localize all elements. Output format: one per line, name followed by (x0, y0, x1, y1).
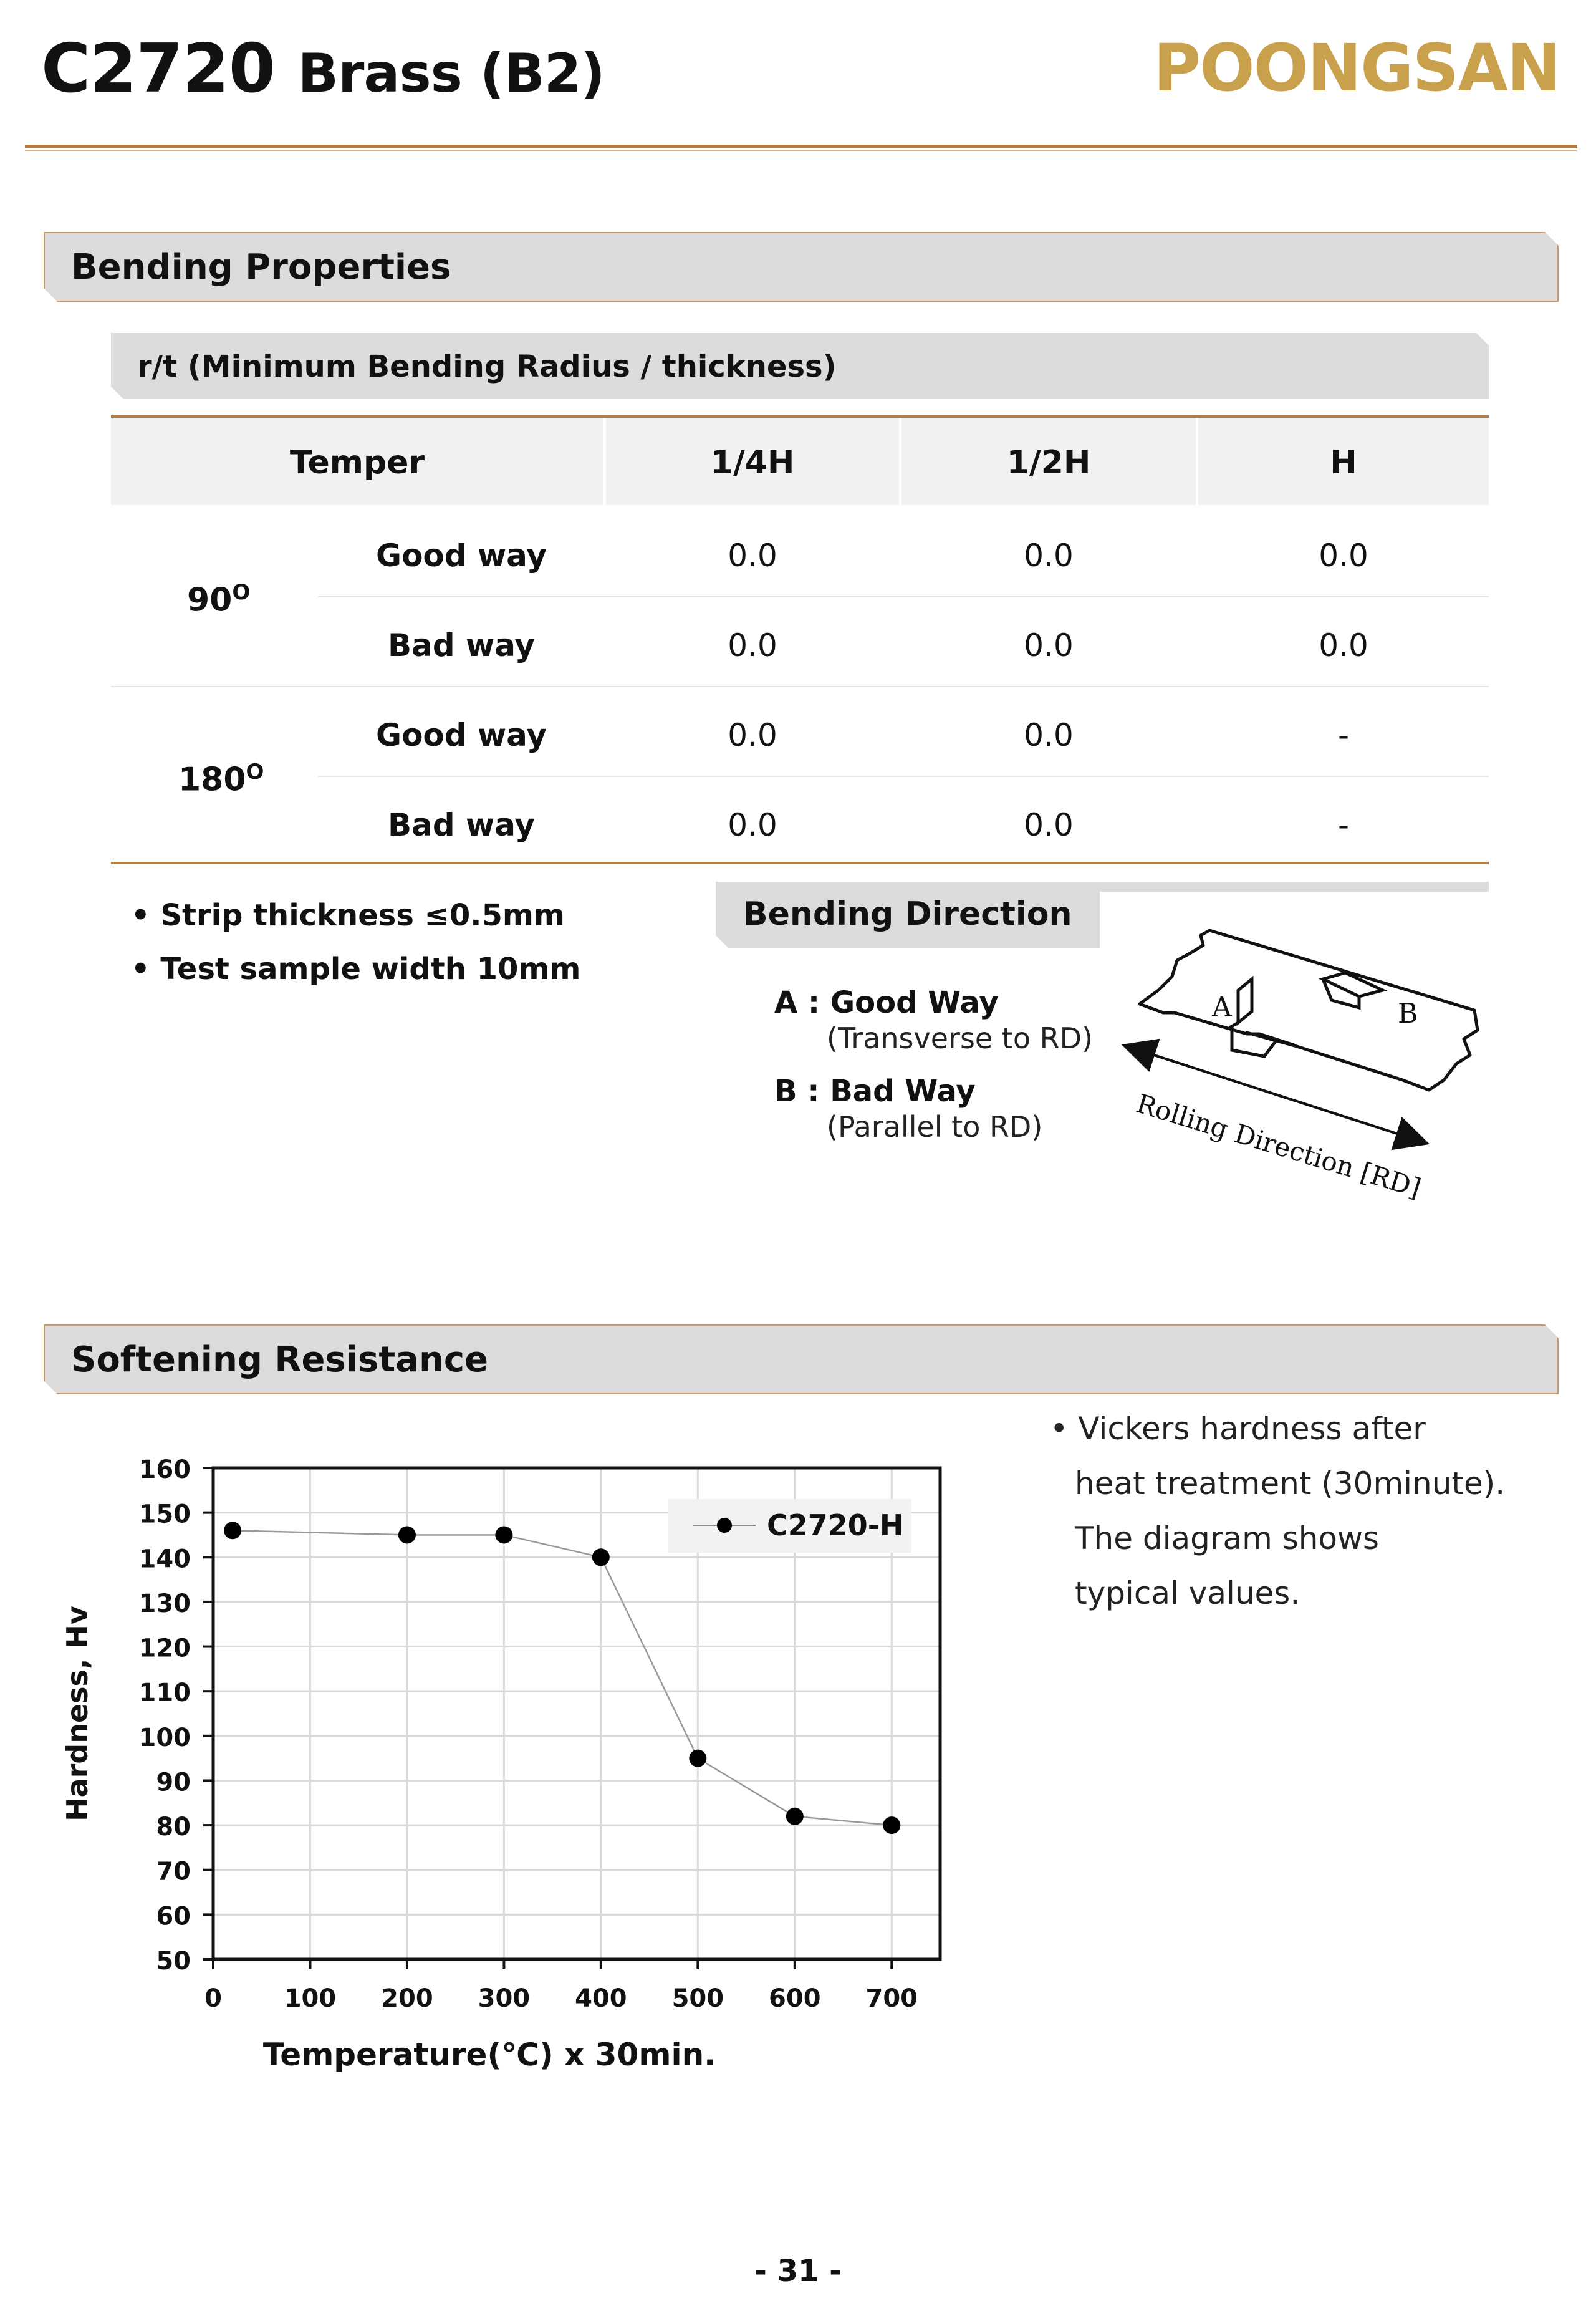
chart-series (224, 1522, 900, 1834)
data-point (495, 1526, 512, 1543)
table-cell: 0.0 (728, 807, 777, 843)
y-tick-label: 120 (138, 1634, 191, 1663)
y-tick-label: 50 (156, 1947, 191, 1976)
data-point (224, 1522, 241, 1539)
table-cell: 0.0 (1024, 538, 1074, 574)
x-tick-label: 0 (204, 1984, 222, 2013)
way-label: Good way (376, 538, 547, 574)
table-cell: 0.0 (1024, 627, 1074, 663)
x-tick-label: 200 (381, 1984, 433, 2013)
way-label: Good way (376, 717, 547, 753)
angle-180-label: $180^O$ (178, 760, 264, 799)
chart-y-ticks (139, 1455, 214, 1976)
data-point (689, 1750, 706, 1767)
diagram-label-a: A (1212, 991, 1232, 1023)
x-tick-label: 400 (575, 1984, 627, 2013)
chart-legend (668, 1499, 911, 1553)
y-tick-label: 70 (156, 1857, 191, 1886)
y-tick-label: 60 (156, 1902, 191, 1931)
y-tick-label: 90 (156, 1768, 191, 1797)
table-row-divider (318, 776, 1489, 777)
header-divider-thin (25, 150, 1577, 151)
softening-desc-line: The diagram shows (1075, 1520, 1379, 1556)
data-point (786, 1808, 804, 1825)
page-title-sub: Brass (B2) (297, 42, 605, 105)
table-cell: 0.0 (728, 717, 777, 753)
bending-direction-rule (1100, 882, 1489, 892)
legend-label: C2720-H (767, 1508, 904, 1542)
y-tick-label: 100 (138, 1723, 191, 1752)
table-bottom-rule (111, 862, 1489, 864)
way-label: Bad way (387, 627, 536, 663)
y-tick-label: 150 (138, 1500, 191, 1529)
table-group-divider (111, 686, 1489, 687)
bending-direction-title: Bending Direction (743, 895, 1072, 933)
company-logo: POONGSAN (1153, 30, 1560, 106)
good-way-note: (Transverse to RD) (827, 1021, 1093, 1055)
table-cell: 0.0 (728, 538, 777, 574)
y-tick-label: 140 (138, 1545, 191, 1574)
x-tick-label: 500 (671, 1984, 724, 2013)
y-tick-label: 80 (156, 1813, 191, 1842)
chart-x-axis-label: Temperature(℃) x 30min. (262, 2037, 716, 2073)
softening-desc-line: heat treatment (30minute). (1075, 1465, 1506, 1502)
table-header-quarter-hard: 1/4H (710, 444, 795, 481)
y-tick-label: 130 (138, 1589, 191, 1618)
page-title-main: C2720 (41, 30, 275, 108)
table-cell: 0.0 (728, 627, 777, 663)
rolling-direction-caption: Rolling Direction [RD] (1133, 1088, 1425, 1204)
legend-marker-icon (717, 1518, 732, 1533)
table-cell: - (1337, 807, 1350, 843)
way-label: Bad way (387, 807, 536, 843)
y-tick-label: 160 (138, 1455, 191, 1484)
table-row-divider (318, 596, 1489, 597)
table-header-hard: H (1330, 444, 1357, 481)
x-tick-label: 600 (769, 1984, 821, 2013)
diagram-label-b: B (1398, 998, 1418, 1030)
x-tick-label: 300 (478, 1984, 531, 2013)
chart-x-ticks (204, 1959, 918, 2013)
note-sample-width: • Test sample width 10mm (131, 952, 581, 987)
header-divider (25, 145, 1577, 148)
table-header-temper: Temper (289, 444, 425, 481)
x-tick-label: 700 (865, 1984, 918, 2013)
softening-desc-line: typical values. (1075, 1575, 1300, 1611)
note-strip-thickness: • Strip thickness ≤0.5mm (131, 898, 565, 933)
table-cell: - (1337, 717, 1350, 753)
data-point (883, 1816, 900, 1834)
bending-direction-diagram (1110, 917, 1496, 1210)
table-cell: 0.0 (1319, 627, 1368, 663)
rt-subtitle: r/t (Minimum Bending Radius / thickness) (137, 349, 837, 384)
hardness-chart (50, 1434, 960, 2089)
bad-way-note: (Parallel to RD) (827, 1110, 1043, 1144)
bad-way-label: B : Bad Way (774, 1074, 976, 1109)
good-way-label: A : Good Way (774, 985, 999, 1020)
chart-y-axis-label: Hardness, Hv (60, 1606, 94, 1821)
data-point (592, 1548, 610, 1566)
page-title (41, 30, 605, 108)
table-cell: 0.0 (1024, 807, 1074, 843)
table-cell: 0.0 (1024, 717, 1074, 753)
data-point (398, 1526, 416, 1543)
table-cell: 0.0 (1319, 538, 1368, 574)
x-tick-label: 100 (284, 1984, 337, 2013)
angle-90-label: $90^O$ (187, 580, 251, 619)
softening-desc-line: • Vickers hardness after (1050, 1411, 1426, 1447)
softening-section-title: Softening Resistance (71, 1339, 488, 1380)
page-number: - 31 - (754, 2254, 842, 2289)
bending-section-title: Bending Properties (71, 247, 451, 287)
y-tick-label: 110 (138, 1679, 191, 1708)
table-header-half-hard: 1/2H (1006, 444, 1091, 481)
